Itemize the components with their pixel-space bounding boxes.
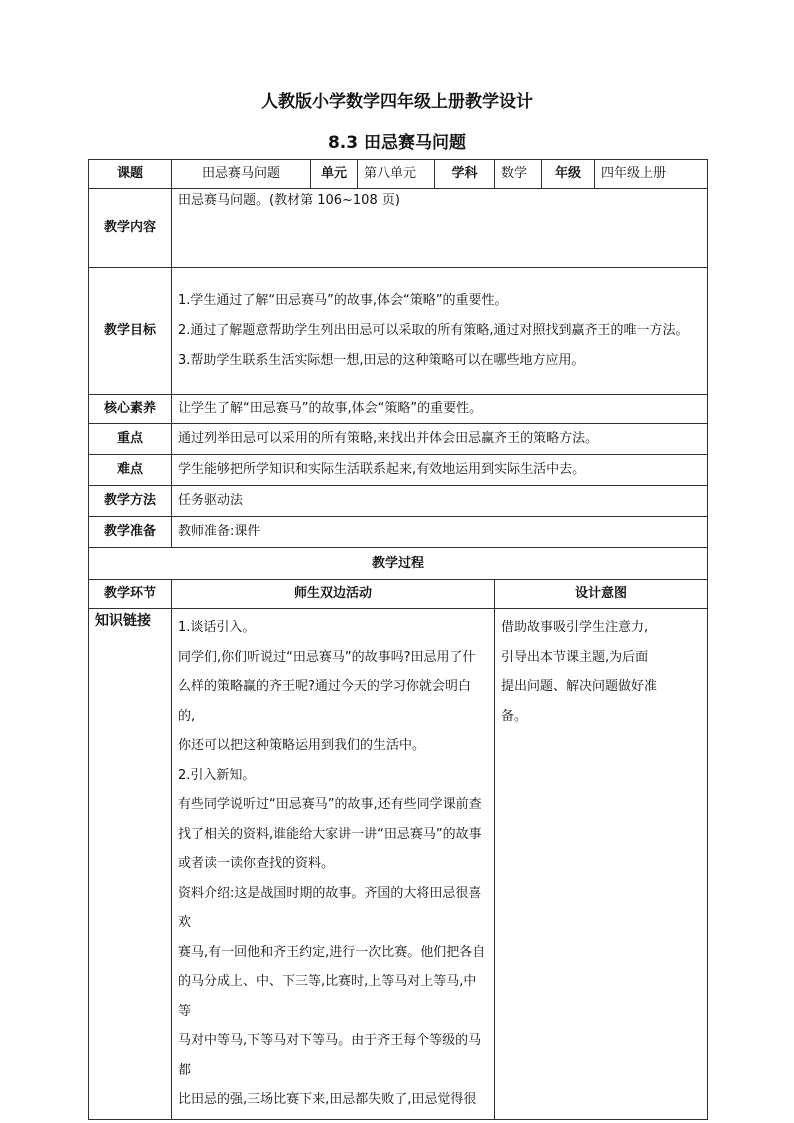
unit-value: 第八单元: [358, 160, 435, 189]
prep-value: 教师准备:课件: [172, 517, 708, 548]
goals-label: 教学目标: [89, 268, 172, 395]
content-label: 教学内容: [89, 189, 172, 268]
core-row: [89, 395, 708, 424]
process-body-row: [89, 609, 708, 1120]
intent-line: 备。: [501, 708, 528, 724]
activity-text: [172, 609, 495, 1120]
difficulty-value: 学生能够把所学知识和实际生活联系起来,有效地运用到实际生活中去。: [172, 455, 708, 486]
process-header-row: [89, 580, 708, 609]
lesson-plan-table: [88, 159, 708, 1120]
topic-value: 田忌赛马问题: [172, 160, 311, 189]
key-point-value: 通过列举田忌可以采用的所有策略,来找出并体会田忌赢齐王的策略方法。: [172, 424, 708, 455]
prep-label: 教学准备: [89, 517, 172, 548]
intent-line: 提出问题、解决问题做好准: [501, 679, 658, 694]
topic-label: 课题: [89, 160, 172, 189]
grade-label: 年级: [542, 160, 595, 189]
key-point-row: [89, 424, 708, 455]
goal-item: 1.学生通过了解“田忌赛马”的故事,体会“策略”的重要性。: [178, 293, 508, 308]
intent-column-header: 设计意图: [495, 580, 708, 609]
activity-line: 同学们,你们听说过“田忌赛马”的故事吗?田忌用了什: [178, 649, 476, 665]
goal-item: 3.帮助学生联系生活实际想一想,田忌的这种策略可以在哪些地方应用。: [178, 353, 585, 368]
intent-line: 引导出本节课主题,为后面: [501, 649, 649, 665]
activity-line: 2.引入新知。: [178, 767, 256, 783]
method-row: [89, 486, 708, 517]
method-label: 教学方法: [89, 486, 172, 517]
subject-label: 学科: [435, 160, 495, 189]
activity-line: 赛马,有一回他和齐王约定,进行一次比赛。他们把各自: [178, 944, 486, 960]
goal-item: 2.通过了解题意帮助学生列出田忌可以采取的所有策略,通过对照找到赢齐王的唯一方法。: [178, 323, 689, 338]
info-row: [89, 160, 708, 189]
grade-value: 四年级上册: [595, 160, 708, 189]
activity-line: 有些同学说听过“田忌赛马”的故事,还有些同学课前查: [178, 797, 482, 812]
core-value: 让学生了解“田忌赛马”的故事,体会“策略”的重要性。: [172, 395, 708, 424]
content-value: 田忌赛马问题。(教材第 106~108 页): [172, 189, 708, 268]
stage-name: 知识链接: [89, 609, 172, 1120]
activity-line: 你还可以把这种策略运用到我们的生活中。: [178, 738, 426, 753]
activity-line: 么样的策略赢的齐王呢?通过今天的学习你就会明白的,: [178, 679, 471, 724]
stage-column-header: 教学环节: [89, 580, 172, 609]
activity-line: 马对中等马,下等马对下等马。由于齐王每个等级的马都: [178, 1033, 482, 1078]
difficulty-label: 难点: [89, 455, 172, 486]
intent-text: [495, 609, 708, 1120]
activity-line: 1.谈话引入。: [178, 620, 256, 635]
method-value: 任务驱动法: [172, 486, 708, 517]
activity-column-header: 师生双边活动: [172, 580, 495, 609]
activity-line: 或者读一读你查找的资料。: [178, 856, 335, 871]
goals-row: [89, 268, 708, 395]
activity-line: 资料介绍:这是战国时期的故事。齐国的大将田忌很喜欢: [178, 885, 482, 930]
core-label: 核心素养: [89, 395, 172, 424]
process-title-row: [89, 548, 708, 580]
intent-line: 借助故事吸引学生注意力,: [501, 620, 649, 635]
goals-list: [172, 268, 708, 395]
subject-value: 数学: [495, 160, 542, 189]
document-title: 人教版小学数学四年级上册教学设计: [261, 92, 533, 112]
activity-line: 的马分成上、中、下三等,比赛时,上等马对上等马,中等: [178, 974, 477, 1019]
key-point-label: 重点: [89, 424, 172, 455]
activity-line: 比田忌的强,三场比赛下来,田忌都失败了,田忌觉得很: [178, 1092, 477, 1107]
difficulty-row: [89, 455, 708, 486]
activity-line: 找了相关的资料,谁能给大家讲一讲“田忌赛马”的故事: [178, 826, 482, 842]
process-title: 教学过程: [89, 548, 708, 580]
unit-label: 单元: [311, 160, 358, 189]
content-row: [89, 189, 708, 268]
prep-row: [89, 517, 708, 548]
lesson-subtitle: 8.3 田忌赛马问题: [327, 133, 467, 153]
